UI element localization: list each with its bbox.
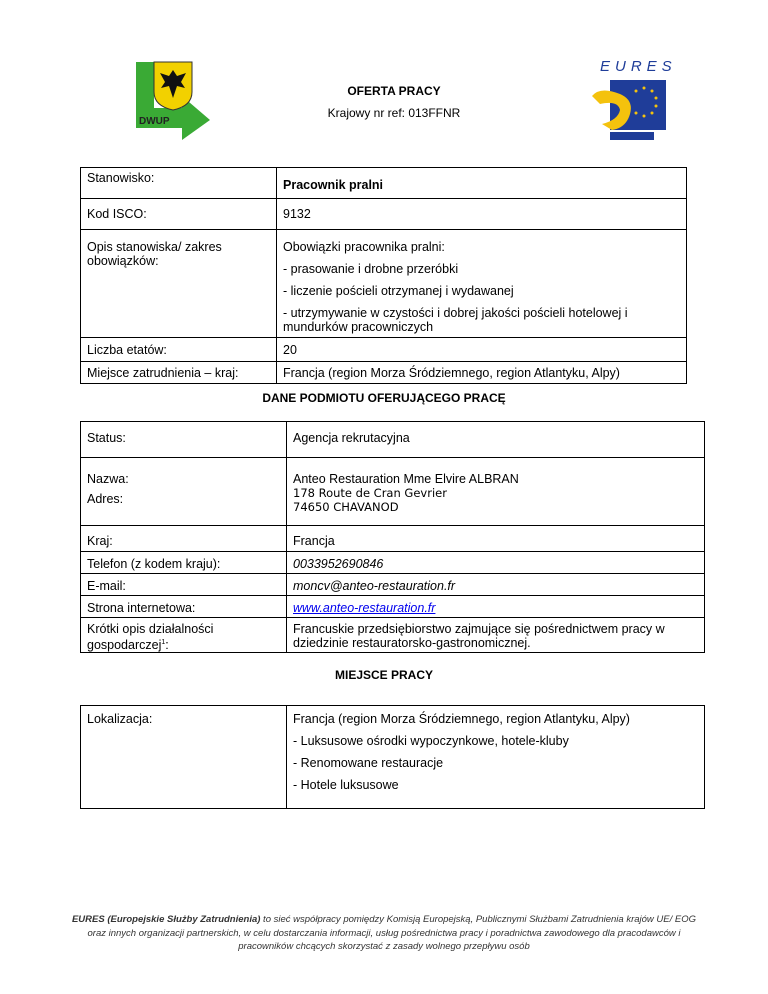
- opis-dzialalnosci-colon: :: [165, 638, 169, 653]
- nazwa-adres-value-cell: [287, 458, 705, 526]
- kraj-label: Kraj:: [81, 526, 287, 552]
- telefon-label: Telefon (z kodem kraju):: [81, 552, 287, 574]
- job-table: [80, 167, 687, 384]
- email-label: E-mail:: [81, 574, 287, 596]
- eures-logo: [590, 58, 677, 142]
- lokalizacja-value: Francja (region Morza Śródziemnego, region Atlantyku, Alpy): [293, 712, 630, 726]
- status-value: Agencja rekrutacyjna: [287, 422, 705, 458]
- adres-label: Adres:: [87, 492, 124, 506]
- www-cell: [287, 596, 705, 618]
- page-title: OFERTA PRACY: [347, 84, 441, 98]
- employer-section-title: DANE PODMIOTU OFERUJĄCEGO PRACĘ: [262, 391, 506, 405]
- workplace-item: - Renomowane restauracje: [293, 756, 444, 770]
- opis-intro: Obowiązki pracownika pralni:: [283, 240, 445, 254]
- workplace-item: - Hotele luksusowe: [293, 778, 399, 792]
- footer-text: to sieć współpracy pomiędzy Komisją Europejską, Publicznymi Służbami Zatrudnienia krajów UE/ EOG oraz innych organizacji partnerskich, w celu dostarczania informacji, usług pośrednictwa pracy i poradnictwa zawodowego dla pracodawców i pracowników chcących skorzystać z zasady wolnego przepływu osób: [87, 914, 697, 952]
- adres-line2: 74650 CHAVANOD: [293, 500, 399, 514]
- stanowisko-value: Pracownik pralni: [277, 168, 687, 199]
- nazwa-label: Nazwa:: [87, 472, 129, 486]
- opis-label: Opis stanowiska/ zakres obowiązków:: [81, 230, 277, 338]
- isco-value: 9132: [277, 199, 687, 230]
- lokalizacja-label: Lokalizacja:: [81, 706, 287, 809]
- dwup-logo-text: DWUP: [139, 116, 170, 127]
- isco-label: Kod ISCO:: [81, 199, 277, 230]
- opis-item: - prasowanie i drobne przeróbki: [283, 262, 459, 276]
- miejsce-label: Miejsce zatrudnienia – kraj:: [81, 362, 277, 384]
- workplace-section-title: MIEJSCE PRACY: [334, 668, 434, 682]
- opis-dzialalnosci-value: Francuskie przedsiębiorstwo zajmujące się pośrednictwem pracy w dziedzinie restauratorsko-gastronomicznej.: [287, 618, 705, 653]
- miejsce-value: Francja (region Morza Śródziemnego, region Atlantyku, Alpy): [277, 362, 687, 384]
- opis-cell: [277, 230, 687, 338]
- website-link[interactable]: www.anteo-restauration.fr: [293, 601, 436, 615]
- workplace-item: - Luksusowe ośrodki wypoczynkowe, hotele-kluby: [293, 734, 569, 748]
- adres-line1: 178 Route de Cran Gevrier: [293, 486, 447, 500]
- status-label: Status:: [81, 422, 287, 458]
- etaty-label: Liczba etatów:: [81, 338, 277, 362]
- etaty-value: 20: [277, 338, 687, 362]
- eures-logo-text: EURES: [600, 58, 677, 75]
- nazwa-adres-label-cell: [81, 458, 287, 526]
- opis-dzialalnosci-label: Krótki opis działalności gospodarczej: [87, 622, 214, 653]
- footer-note: [70, 913, 698, 954]
- footnote-mark: 1: [161, 639, 166, 646]
- stanowisko-label: Stanowisko:: [81, 168, 277, 199]
- employer-table: [80, 421, 705, 653]
- footer-eures-name: EURES (Europejskie Służby Zatrudnienia): [71, 914, 261, 925]
- opis-dzialalnosci-label-cell: [81, 618, 287, 653]
- dwup-logo: [132, 58, 214, 140]
- telefon-value: 0033952690846: [287, 552, 705, 574]
- opis-item: - utrzymywanie w czystości i dobrej jakości pościeli hotelowej i mundurków pracowniczych: [283, 306, 628, 334]
- opis-item: - liczenie pościeli otrzymanej i wydawanej: [283, 284, 514, 298]
- kraj-value: Francja: [287, 526, 705, 552]
- reference-number: Krajowy nr ref: 013FFNR: [327, 106, 461, 120]
- email-value: moncv@anteo-restauration.fr: [287, 574, 705, 596]
- workplace-table: [80, 705, 705, 809]
- nazwa-value: Anteo Restauration Mme Elvire ALBRAN: [293, 472, 519, 486]
- www-label: Strona internetowa:: [81, 596, 287, 618]
- lokalizacja-cell: [287, 706, 705, 809]
